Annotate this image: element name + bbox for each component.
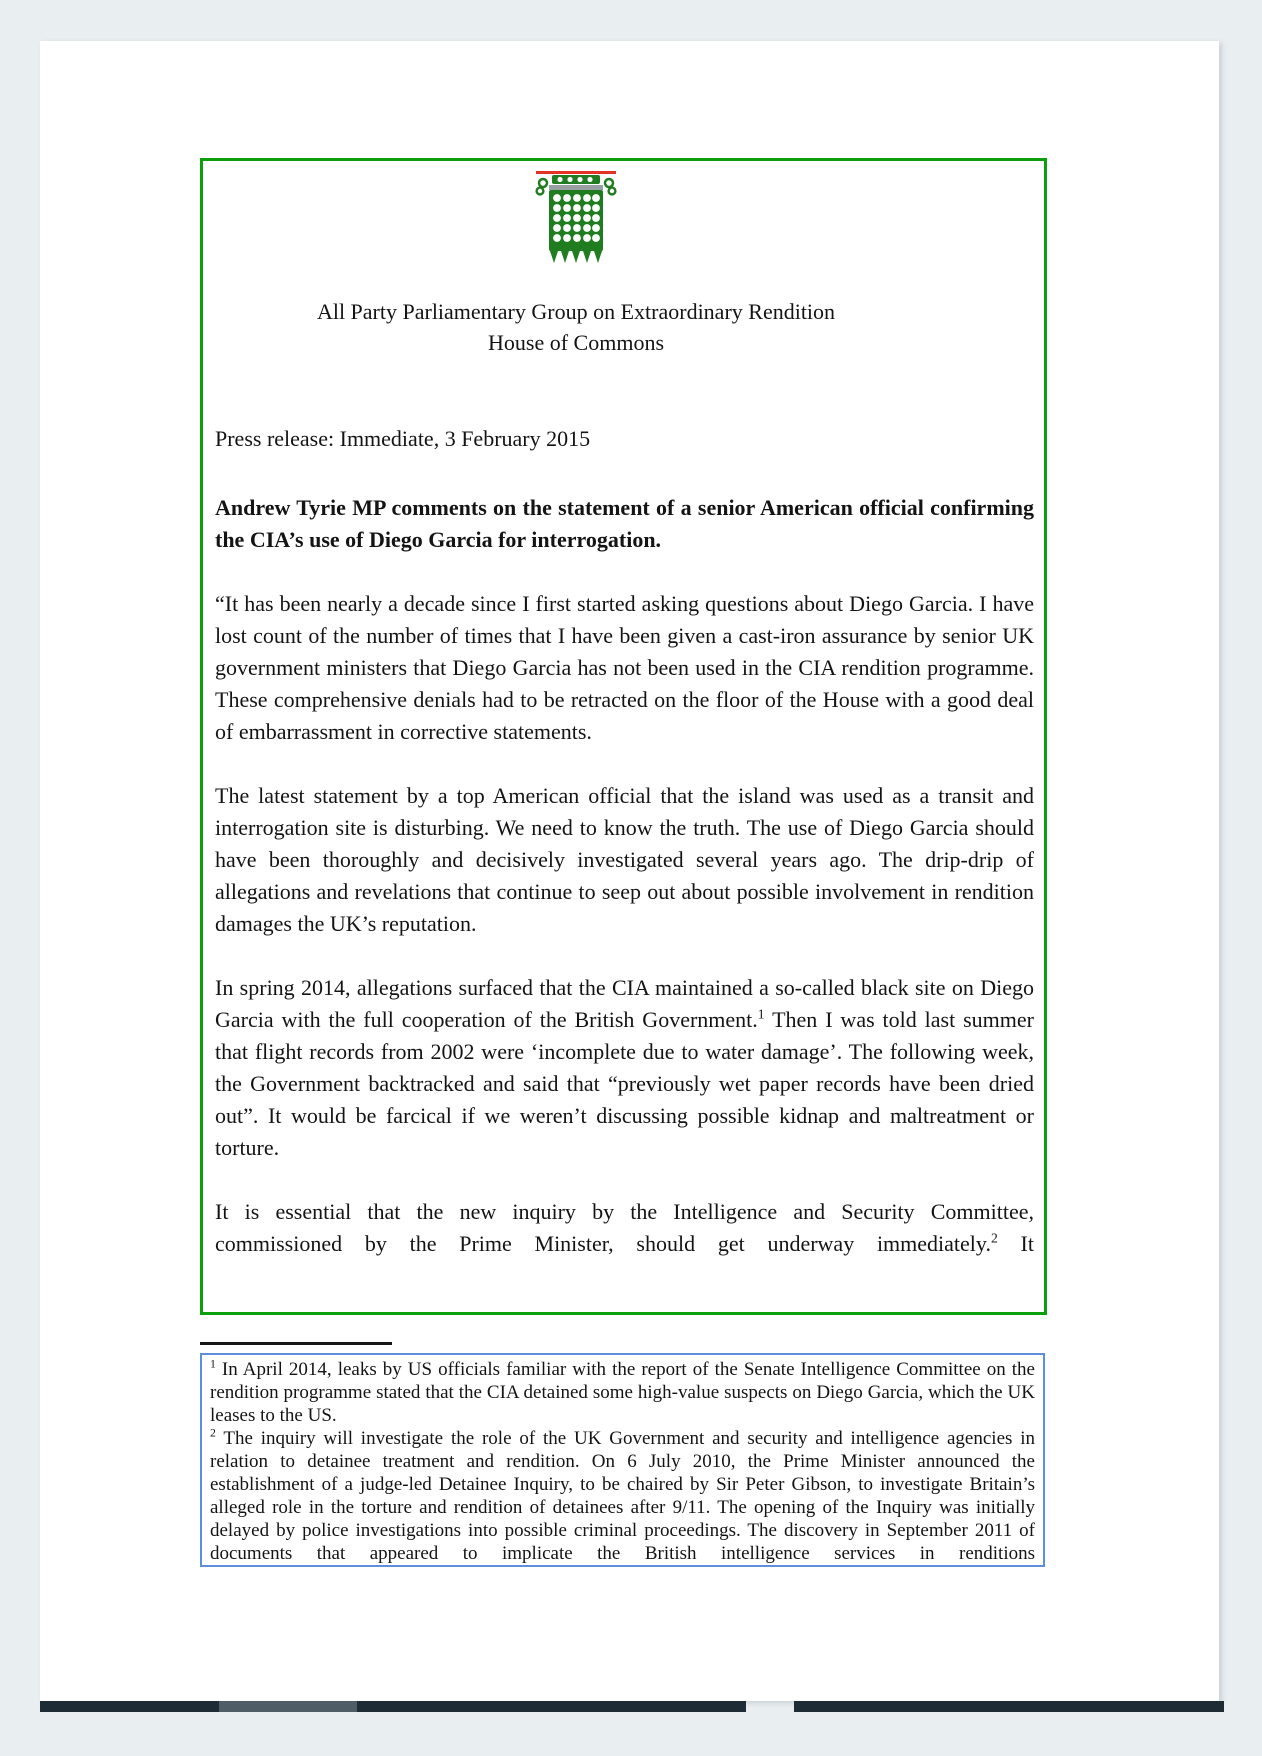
portcullis-icon (533, 254, 619, 271)
body-paragraph-4: It is essential that the new inquiry by the Intelligence and Security Committee, commissioned by the Prime Minister, should get underway immediately.$^2$ It (215, 1199, 1034, 1256)
body-paragraph-3: In spring 2014, allegations surfaced that the CIA maintained a so-called black site on Diego Garcia with the full cooperation of the British Government.$^1$ Then I was told last summer that flight records from 2002 were ‘incomplete due to water damage’. The following week, the Government backtracked and said that “previously wet paper records have been dried out”. It would be farcical if we weren’t discussing possible kidnap and maltreatment or torture. (215, 975, 1034, 1160)
footnote-2: $^2$ The inquiry will investigate the role of the UK Government and security and intelligence agencies in relation to detainee treatment and rendition. On 6 July 2010, the Prime Minister announced the establishment of a judge-led Detainee Inquiry, to be chaired by Sir Peter Gibson, to investigate Britain’s alleged role in the torture and rendition of detainees after 9/11. The opening of the Inquiry was initially delayed by police investigations into possible criminal proceedings. The discovery in September 2011 of documents that appeared to implicate the British intelligence services in renditions (210, 1426, 1035, 1564)
bottom-bar-left (40, 1701, 746, 1712)
logo-red-line (536, 171, 616, 174)
org-line-1: All Party Parliamentary Group on Extraordinary Rendition (316, 299, 836, 324)
document-header (213, 171, 939, 358)
portcullis-logo (533, 171, 619, 272)
footnote-1: $^1$ In April 2014, leaks by US officials familiar with the report of the Senate Intelligence Committee on the rendition programme stated that the CIA detained some high-value suspects on Diego Garcia, which the UK leases to the US. (210, 1357, 1035, 1426)
bottom-bar-right (794, 1701, 1224, 1712)
org-line-2: House of Commons (488, 330, 664, 355)
body-paragraph-1: “It has been nearly a decade since I first started asking questions about Diego Garcia. I have lost count of the number of times that I have been given a cast-iron assurance by senior UK government ministers that Diego Garcia has not been used in the CIA rendition programme. These comprehensive denials had to be retracted on the floor of the House with a good deal of embarrassment in corrective statements. (215, 591, 1034, 744)
document-page (40, 41, 1219, 1701)
body-paragraph-2: The latest statement by a top American official that the island was used as a transit and interrogation site is disturbing. We need to know the truth. The use of Diego Garcia should have been thoroughly and decisively investigated several years ago. The drip-drip of allegations and revelations that continue to seep out about possible involvement in rendition damages the UK’s reputation. (215, 783, 1034, 936)
organisation-name (213, 296, 939, 358)
press-release-line: Press release: Immediate, 3 February 2015 (215, 426, 591, 451)
green-border-frame (200, 158, 1047, 1315)
bottom-bar-light-segment (219, 1701, 357, 1712)
footnote-separator (200, 1342, 392, 1345)
footnotes-box (200, 1353, 1045, 1567)
headline: Andrew Tyrie MP comments on the statement of a senior American official confirming the CIA’s use of Diego Garcia for interrogation. (215, 495, 1034, 552)
